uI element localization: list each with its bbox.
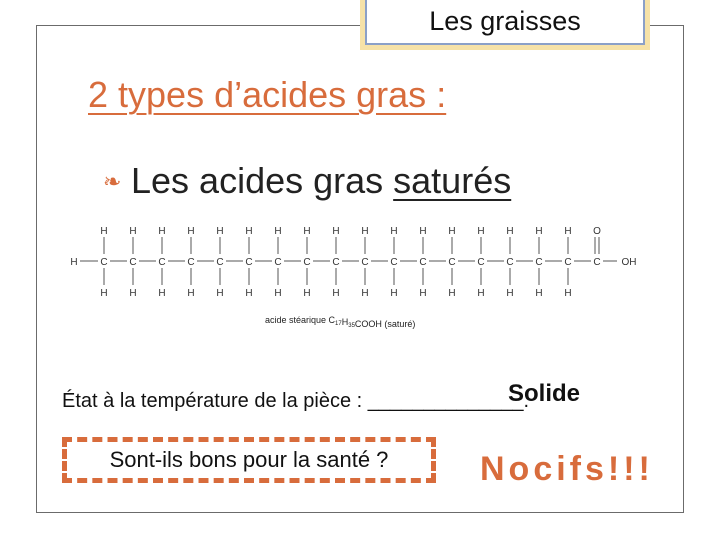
atom-h: H [129, 288, 137, 299]
atom-h: H [332, 226, 340, 237]
atom-h: H [158, 226, 166, 237]
atom-h: H [361, 226, 369, 237]
atom-c: C [390, 257, 398, 268]
atom-h: H [419, 288, 427, 299]
atom-h: H [274, 288, 282, 299]
atom-c: C [187, 257, 195, 268]
atom-h: H [303, 226, 311, 237]
bullet-text: Les acides gras [131, 160, 394, 201]
title-box [360, 0, 650, 50]
question-box [62, 437, 436, 483]
atom-h: H [274, 226, 282, 237]
atom-h: H [564, 226, 572, 237]
atom-c: C [535, 257, 543, 268]
atom-c: C [158, 257, 166, 268]
atom-h: H [477, 288, 485, 299]
atom-h: H [506, 226, 514, 237]
atom-h: H [448, 226, 456, 237]
atom-c: C [129, 257, 137, 268]
atom-h: H [158, 288, 166, 299]
atom-h: H [216, 226, 224, 237]
atom-c: C [332, 257, 340, 268]
atom-h: H [70, 257, 78, 268]
atom-h: H [506, 288, 514, 299]
atom-h: H [129, 226, 137, 237]
leaf-bullet-icon: ❧ [103, 169, 122, 194]
atom-c: C [477, 257, 485, 268]
atom-c: C [245, 257, 253, 268]
atom-h: H [390, 226, 398, 237]
slide-title: Les graisses [365, 0, 645, 45]
atom-h: H [535, 226, 543, 237]
atom-c: C [361, 257, 369, 268]
heading: 2 types d’acides gras : [88, 74, 447, 115]
atom-h: H [100, 226, 108, 237]
atom-o: O [593, 226, 601, 237]
atom-h: H [245, 288, 253, 299]
atom-oh: OH [621, 257, 637, 268]
bullet-underlined-text: saturés [393, 160, 512, 201]
atom-h: H [361, 288, 369, 299]
atom-c: C [274, 257, 282, 268]
atom-h: H [187, 226, 195, 237]
atom-h: H [419, 226, 427, 237]
atom-c: C [419, 257, 427, 268]
atom-c: C [100, 257, 108, 268]
stearic-acid-structure [60, 215, 660, 335]
atom-c: C [216, 257, 224, 268]
atom-h: H [390, 288, 398, 299]
atom-c: C [448, 257, 456, 268]
atom-h: H [245, 226, 253, 237]
atom-h: H [100, 288, 108, 299]
atom-h: H [477, 226, 485, 237]
bullet-item [103, 160, 511, 202]
atom-h: H [535, 288, 543, 299]
atom-h: H [187, 288, 195, 299]
question-text: Sont-ils bons pour la santé ? [109, 447, 389, 472]
atom-c: C [564, 257, 572, 268]
atom-h: H [216, 288, 224, 299]
structure-caption: acide stéarique $C_{17}H_{35}COOH$ (saturé) [265, 315, 416, 329]
verdict: Nocifs!!! [480, 450, 654, 488]
atom-h: H [332, 288, 340, 299]
atom-h: H [564, 288, 572, 299]
atom-c: C [506, 257, 514, 268]
atom-c: C [303, 257, 311, 268]
atom-h: H [448, 288, 456, 299]
atom-c: C [593, 257, 601, 268]
temperature-line: État à la température de la pièce : ______________. [62, 390, 530, 412]
temperature-answer: Solide [508, 380, 581, 407]
atom-h: H [303, 288, 311, 299]
